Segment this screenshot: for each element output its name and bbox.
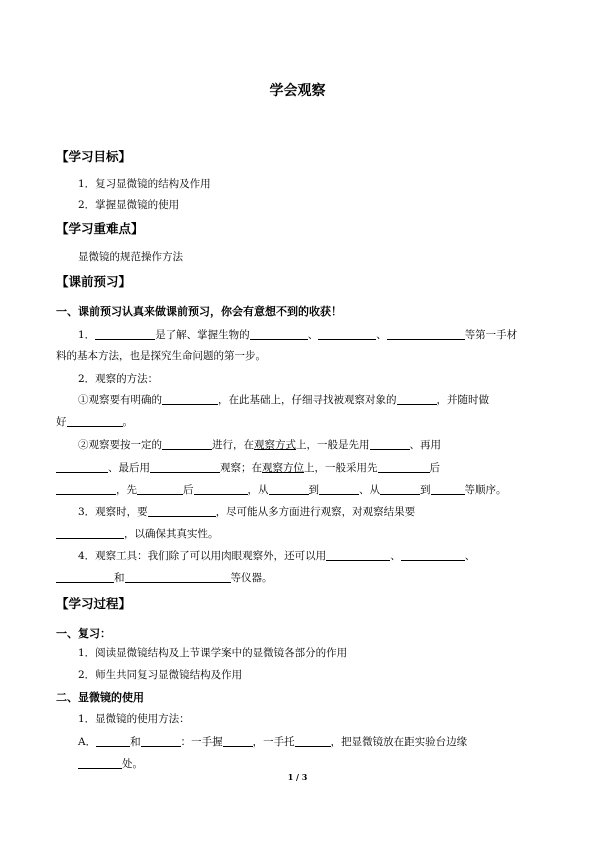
review-item-1: 1．阅读显微镜结构及上节课学案中的显微镜各部分的作用 (78, 647, 348, 659)
blank[interactable] (397, 393, 437, 405)
objectives-heading: 【学习目标】 (56, 149, 132, 164)
objective-item-2: 2．掌握显微镜的使用 (78, 199, 180, 211)
blank[interactable] (431, 483, 465, 495)
key-points-text: 显微镜的规范操作方法 (78, 251, 183, 263)
blank[interactable] (162, 438, 212, 450)
blank[interactable] (141, 735, 181, 747)
blank[interactable] (370, 438, 410, 450)
question-4-line-2: 和 等仪器。 (56, 570, 273, 585)
key-points-heading: 【学习重难点】 (56, 221, 144, 236)
blank[interactable] (95, 328, 155, 340)
preview-intro: 一、课前预习认真来做课前预习，你会有意想不到的收获！ (56, 305, 342, 318)
blank[interactable] (150, 461, 220, 473)
blank[interactable] (125, 571, 231, 583)
microscope-use-method: 1．显微镜的使用方法： (78, 713, 190, 725)
process-heading: 【学习过程】 (56, 596, 132, 611)
question-2-2-line-3: ，先 后 ，从 到 、从 到 等顺序。 (56, 482, 507, 497)
preview-heading: 【课前预习】 (56, 274, 132, 289)
blank[interactable] (380, 483, 420, 495)
objective-item-1: 1．复习显微镜的结构及作用 (78, 178, 211, 190)
page-number: 1 / 3 (287, 772, 308, 782)
blank[interactable] (67, 415, 123, 427)
question-4-line-1: 4．观察工具：我们除了可以用肉眼观察外，还可以用 、 、 (78, 550, 476, 562)
question-2-2-line-1: ②观察要按一定的 进行，在观察方式上，一般是先用 、再用 (78, 439, 441, 451)
question-2-1-line-1: ①观察要有明确的 ，在此基础上，仔细寻找被观察对象的 ，并随时做 (78, 394, 489, 406)
page-title: 学会观察 (269, 83, 326, 99)
blank[interactable] (56, 571, 114, 583)
microscope-use-heading: 二、显微镜的使用 (56, 691, 144, 704)
blank[interactable] (194, 483, 248, 495)
question-1-line-2: 料的基本方法，也是探究生命问题的第一步。 (56, 350, 266, 362)
blank[interactable] (326, 549, 390, 561)
blank[interactable] (401, 549, 465, 561)
question-3-line-1: 3．观察时，要 ，尽可能从多方面进行观察，对观察结果要 (78, 506, 416, 518)
blank[interactable] (269, 483, 309, 495)
blank[interactable] (148, 505, 216, 517)
step-a-line-1: A． 和 ：一手握 ，一手托 ，把显微镜放在距实验台边缘 (78, 736, 468, 748)
blank[interactable] (387, 328, 465, 340)
blank[interactable] (250, 328, 308, 340)
step-a-line-2: 处。 (78, 756, 143, 771)
blank[interactable] (318, 328, 376, 340)
question-2-2-line-2: 、最后用 观察；在观察方位上，一般采用先 后 (56, 460, 440, 475)
blank[interactable] (378, 461, 430, 473)
blank[interactable] (56, 527, 124, 539)
blank[interactable] (295, 735, 331, 747)
question-2-1-line-2: 好 。 (56, 416, 133, 428)
blank[interactable] (137, 483, 183, 495)
question-1-line-1: 1． 是了解、掌握生物的 、 、 等第一手材 (78, 329, 518, 341)
blank[interactable] (319, 483, 359, 495)
blank[interactable] (223, 735, 253, 747)
blank[interactable] (96, 735, 130, 747)
blank[interactable] (162, 393, 218, 405)
blank[interactable] (56, 483, 116, 495)
question-2: 2．观察的方法： (78, 373, 159, 385)
blank[interactable] (56, 461, 108, 473)
review-item-2: 2．师生共同复习显微镜结构及作用 (78, 669, 243, 681)
review-heading: 一、复习： (56, 627, 111, 640)
question-3-line-2: ，以确保其真实性。 (56, 526, 219, 541)
blank[interactable] (78, 757, 122, 769)
